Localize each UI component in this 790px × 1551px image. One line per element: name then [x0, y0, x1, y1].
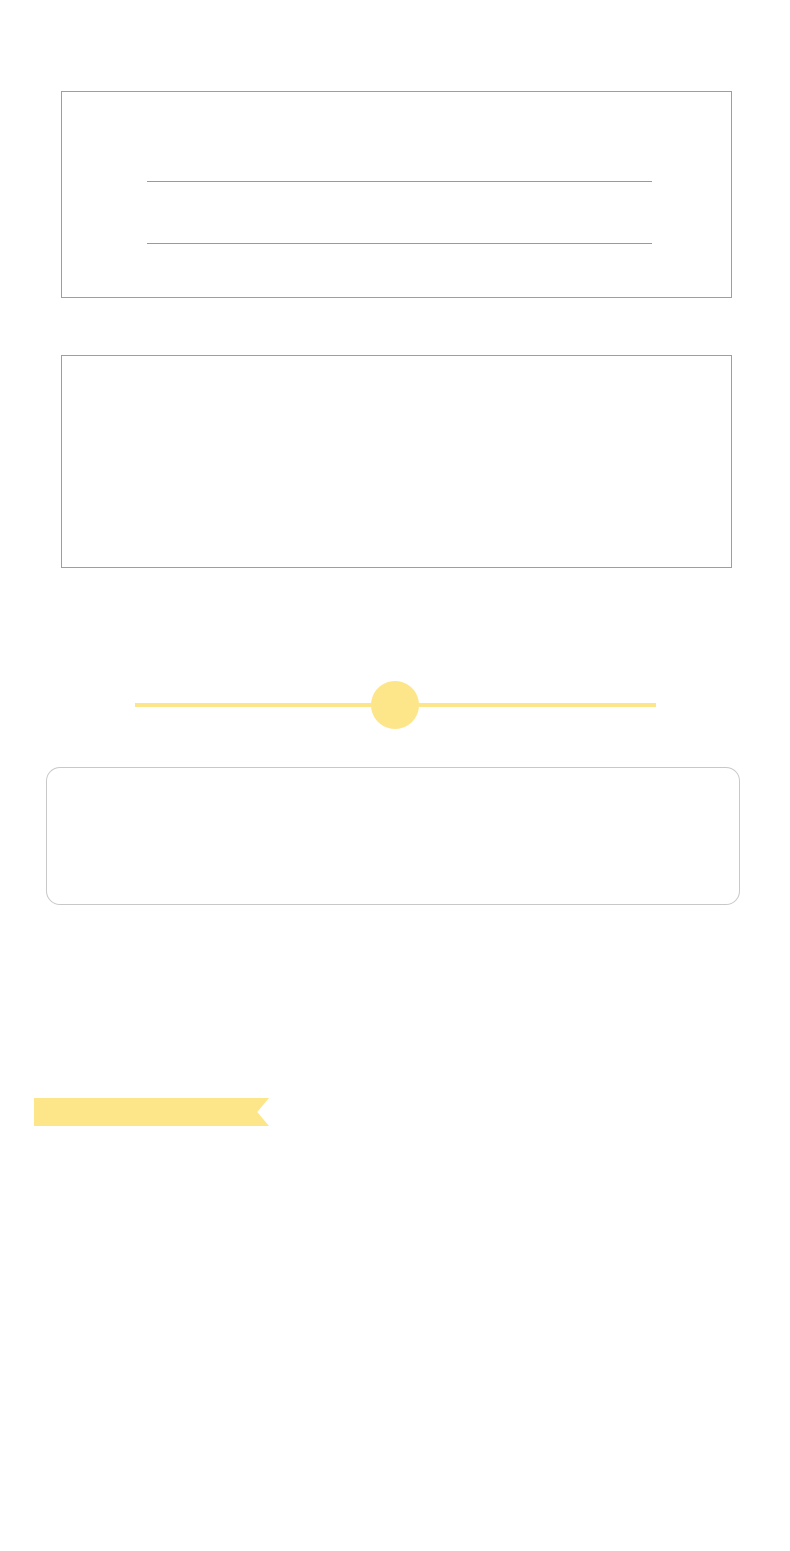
index-box [61, 355, 732, 568]
material-composition [147, 132, 652, 182]
recommend-tag [34, 1098, 269, 1126]
info-badge [371, 681, 419, 729]
material-season [147, 196, 652, 244]
material-box [61, 91, 732, 298]
size-table [46, 767, 740, 905]
